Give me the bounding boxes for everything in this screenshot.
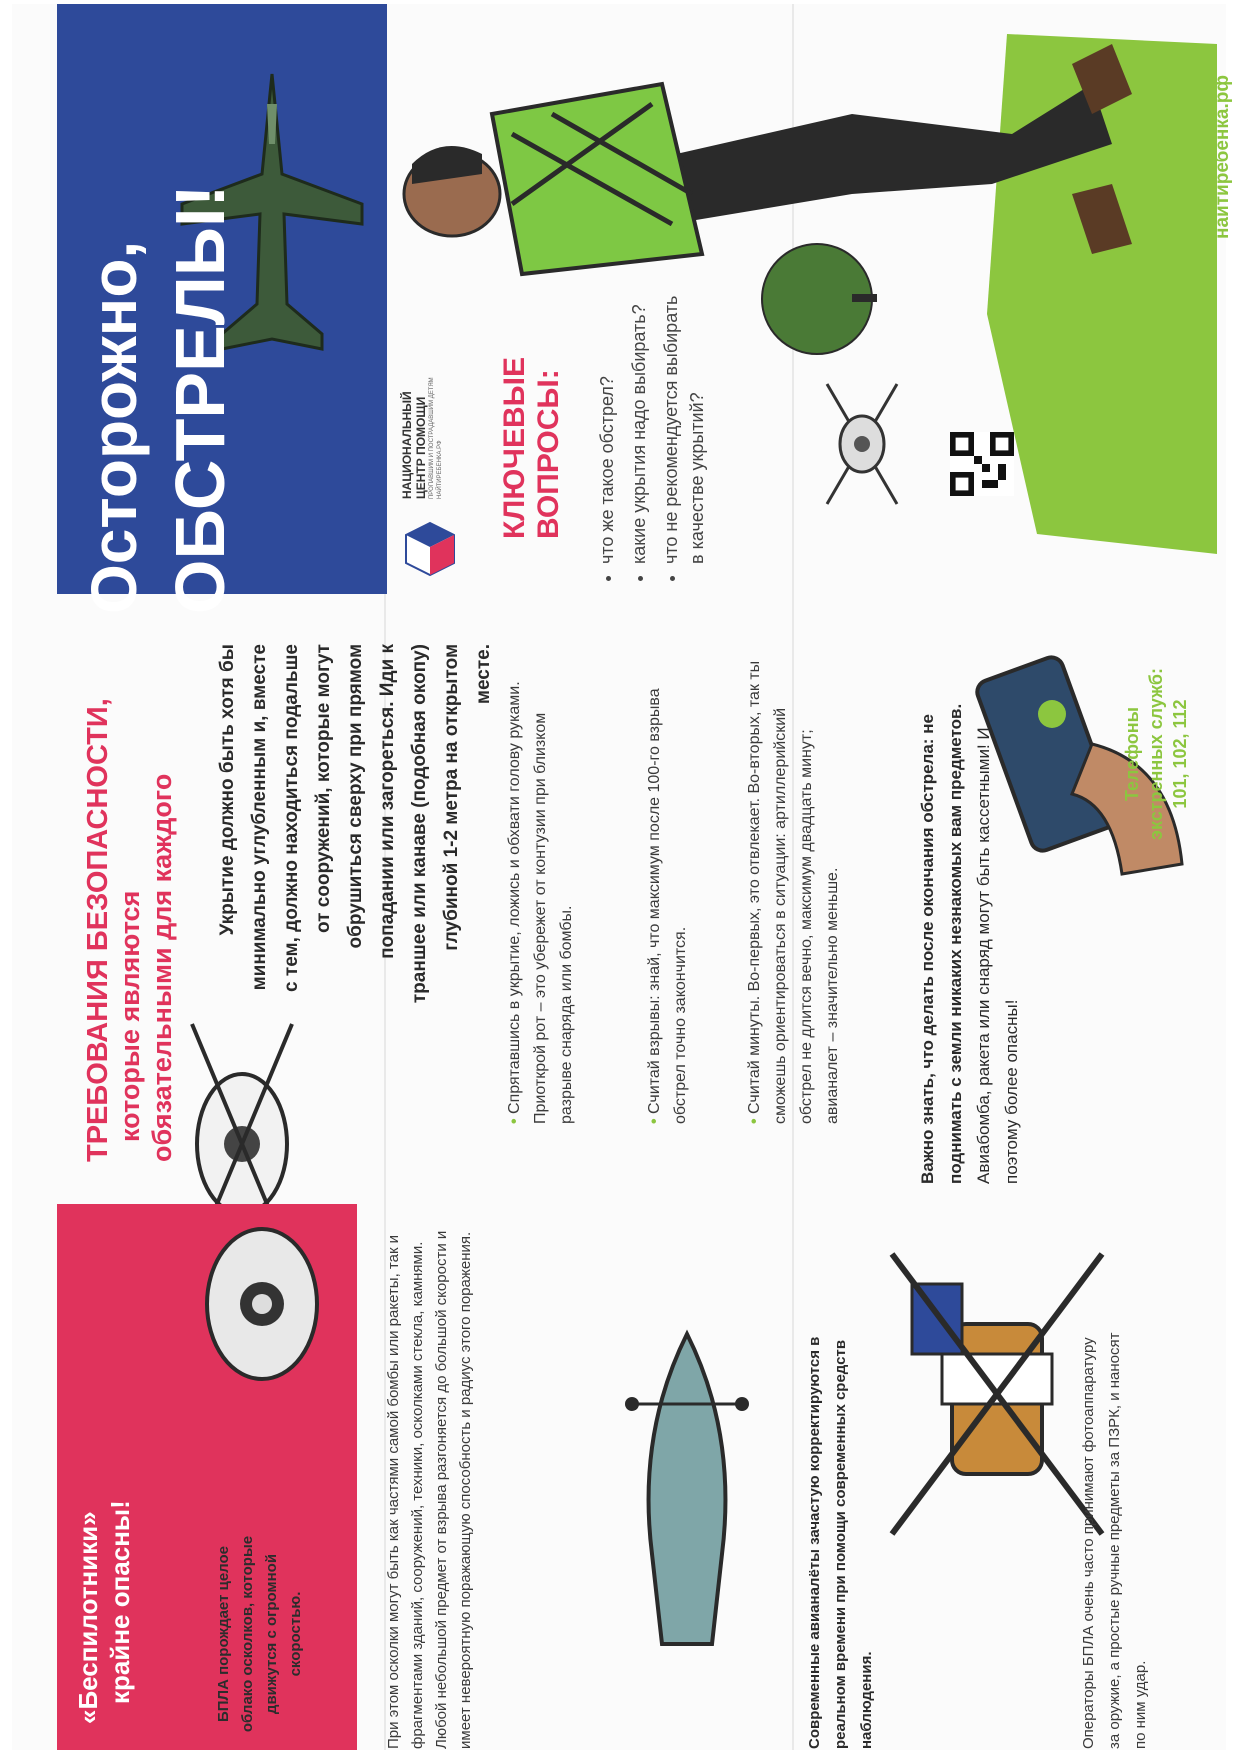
drone-illustration bbox=[807, 374, 917, 514]
emergency-phones bbox=[1120, 624, 1220, 884]
missile-illustration bbox=[612, 1324, 762, 1654]
key-questions-line1: КЛЮЧЕВЫЕ bbox=[498, 356, 531, 539]
phones-line1: Телефоны bbox=[1122, 706, 1142, 802]
drones-title-line1: «Беспилотники» bbox=[73, 1511, 103, 1724]
key-questions-line2: ВОПРОСЫ: bbox=[532, 369, 565, 539]
logo-line4: НАЙТИРЕБЕНКА.РФ bbox=[437, 440, 443, 499]
bullet-text: Считай взрывы: знай, что максимум после 100-го взрыва обстрел точно закончится. bbox=[646, 688, 689, 1124]
list-item: • какие укрытия надо выбирать? bbox=[626, 294, 652, 564]
safety-title-line2: которые являются bbox=[115, 890, 145, 1142]
cover-title bbox=[72, 0, 282, 614]
shelter-requirements: Укрытие должно быть хотя бы минимально углубленным и, вместе с тем, должно находиться подальше от сооружений, которые могут обрушиться сверху при прямом попадании или загореться. Иди к траншее или канаве (подобная окопу) глубиной 1-2 метра на открытом месте. bbox=[217, 644, 494, 1004]
logo-text bbox=[400, 299, 480, 499]
cover-title-line2: ОБСТРЕЛЫ! bbox=[161, 184, 239, 614]
logo-line2: ЦЕНТР ПОМОЩИ bbox=[414, 396, 428, 499]
list-item: • что не рекомендуется выбирать в качестве укрытий? bbox=[658, 294, 710, 564]
list-item: • Считай минуты. Во-первых, это отвлекает. Во-вторых, так ты сможешь ориентироваться в ситуации: артиллерийский обстрел не длится вечно, максимум двадцать минут; авианалет – значительно меньше. bbox=[746, 660, 841, 1124]
operators-text: Операторы БПЛА очень часто принимают фотоаппаратуру за оружие, а простые ручные предметы за ПЗРК, и наносят по ним удар. bbox=[1080, 1332, 1149, 1749]
important-text: Авиабомба, ракета или снаряд могут быть кассетными! И поэтому более опасны! bbox=[974, 727, 1021, 1184]
modern-raids-text: Современные авианалёты зачастую корректируются в реальном времени при помощи современных средств наблюдения. bbox=[806, 1336, 875, 1749]
drones-title bbox=[72, 1394, 212, 1724]
brochure-sheet bbox=[12, 4, 1233, 1750]
cover-title-line1: Осторожно, bbox=[78, 240, 150, 614]
drone-closeup-illustration bbox=[172, 1204, 352, 1404]
bullet-text: Считай минуты. Во-первых, это отвлекает. Во-вторых, так ты сможешь ориентироваться в ситуации: артиллерийский обстрел не длится вечно, максимум двадцать минут; авианалет – значительно меньше. bbox=[746, 660, 841, 1124]
logo-line1: НАЦИОНАЛЬНЫЙ bbox=[400, 391, 414, 499]
list-item: • Считай взрывы: знай, что максимум после 100-го взрыва обстрел точно закончится. bbox=[646, 688, 689, 1124]
logo-line3: ПРОПАВШИМ И ПОСТРАДАВШИМ ДЕТЯМ bbox=[429, 377, 435, 499]
safety-title-line1: ТРЕБОВАНИЯ БЕЗОПАСНОСТИ, bbox=[82, 698, 114, 1162]
safety-title-line3: обязательными для каждого bbox=[147, 773, 177, 1162]
list-item: • Спрятавшись в укрытие, ложись и обхвати голову руками. Приоткрой рот – это убережет от контузии при близком разрыве снаряда или бомбы. bbox=[506, 681, 575, 1124]
list-item: • что же такое обстрел? bbox=[594, 294, 620, 564]
phones-line3: 101, 102, 112 bbox=[1170, 699, 1190, 809]
tree-illustration bbox=[752, 234, 882, 364]
phones-line2: экстренных служб: bbox=[1146, 668, 1166, 840]
cube-logo-icon bbox=[400, 519, 460, 579]
site-url[interactable]: найтиребенка.рф bbox=[1212, 75, 1233, 239]
important-bold: Важно знать, что делать после окончания обстрела: не поднимать с земли никаких незнакомых вам предметов. bbox=[918, 703, 965, 1184]
drones-subtitle: БПЛА порождает целое облако осколков, которые движутся с огромной скоростью. bbox=[215, 1535, 304, 1733]
shards-text: При этом осколки могут быть как частями самой бомбы или ракеты, так и фрагментами зданий, сооружений, техники, осколками стекла, камнями. Любой небольшой предмет от взрыва разгоняется до большой скорости и имеет невероятную поражающую способность и радиус этого поражения. bbox=[385, 1230, 474, 1749]
drones-title-line2: крайне опасны! bbox=[105, 1500, 135, 1704]
bullet-text: Спрятавшись в укрытие, ложись и обхвати голову руками. Приоткрой рот – это убережет от контузии при близком разрыве снаряда или бомбы. bbox=[506, 681, 575, 1124]
